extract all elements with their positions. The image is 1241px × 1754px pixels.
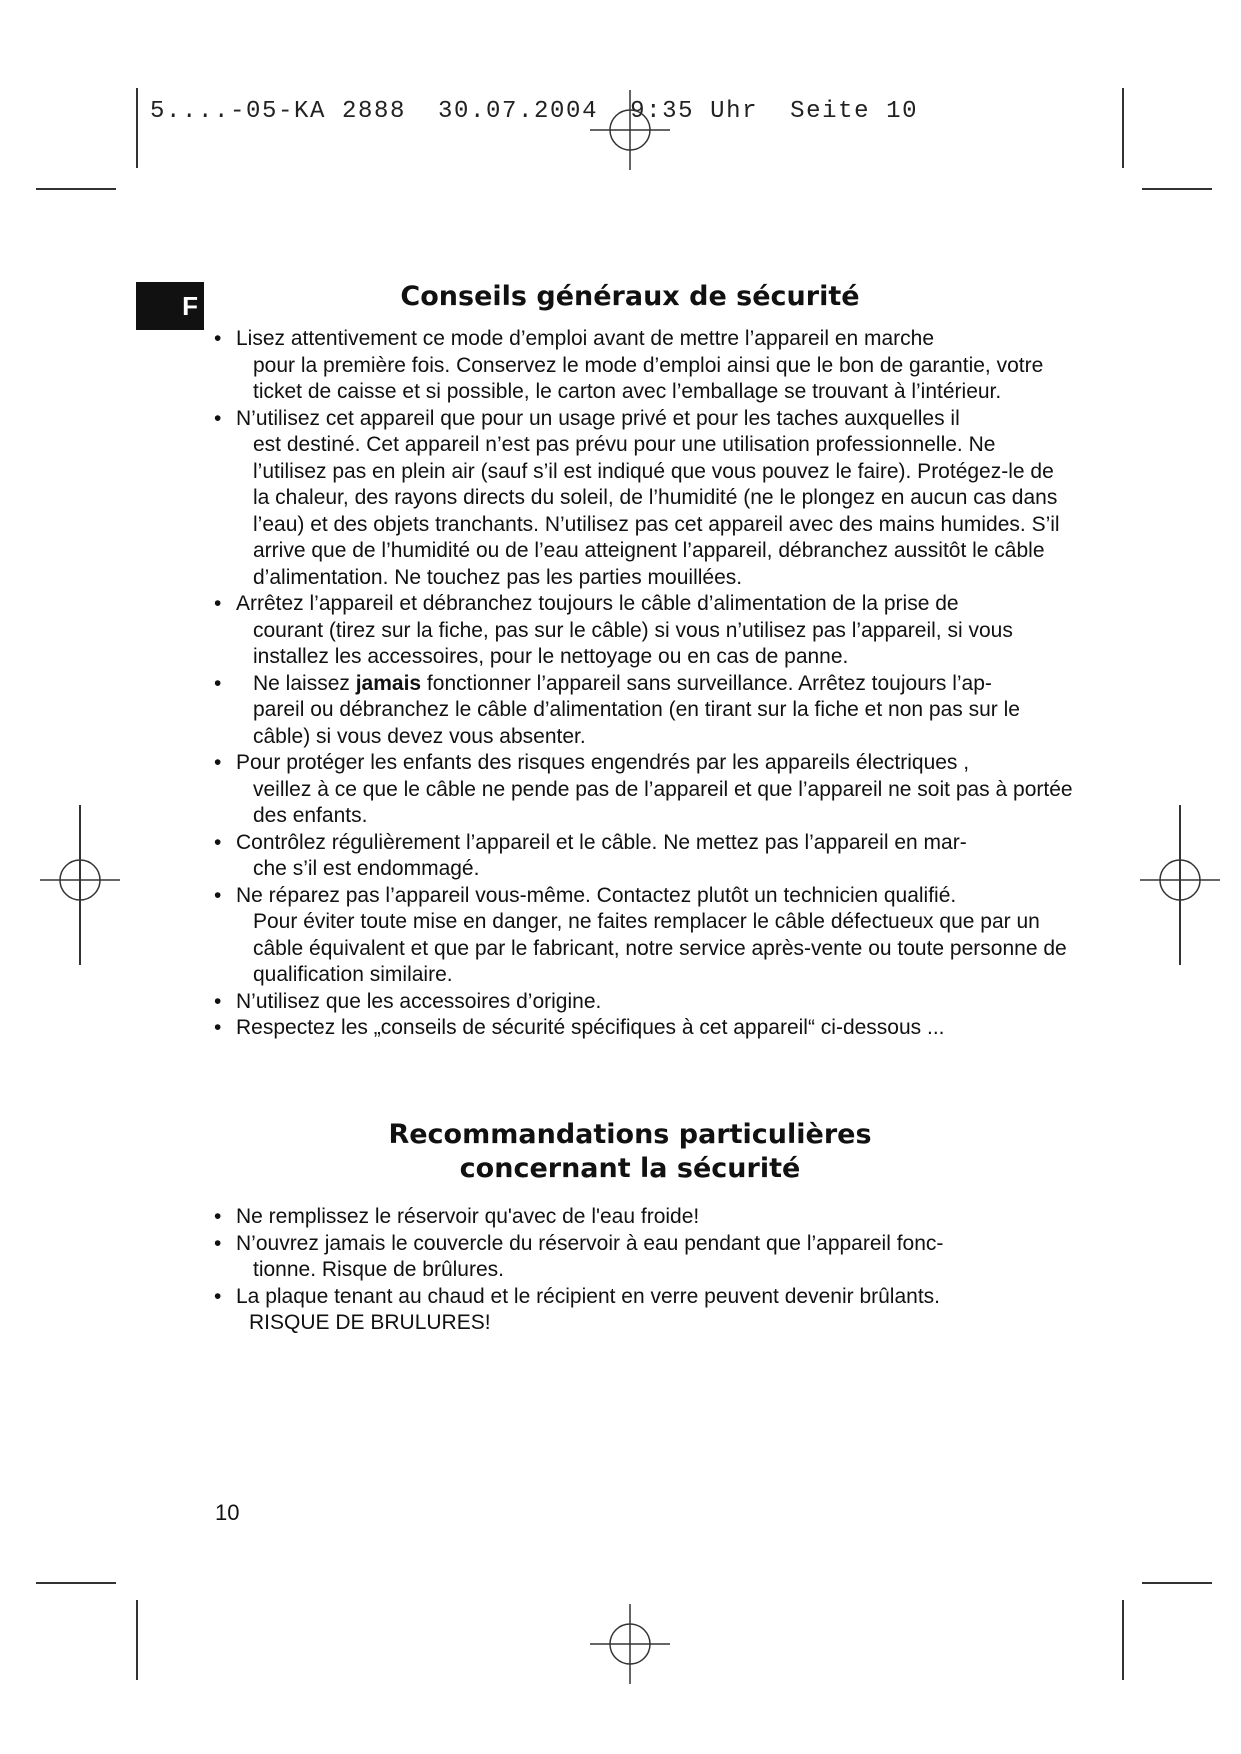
crop-mark-top-left-horizontal [36,188,116,190]
registration-mark-bottom-icon [590,1604,670,1684]
list-item-text: pour la première fois. Conservez le mode d’emploi ainsi que le bon de garantie, votre ticket de caisse et si possible, le carton avec l’emballage se trouvant à l’intérieur. [253,353,1044,403]
crop-mark-top-right-vertical [1122,88,1124,168]
list-item-text: Pour éviter toute mise en danger, ne faites remplacer le câble défectueux que par un câble équivalent et que par le fabricant, notre service après-vente ou toute personne de qualification similaire. [253,910,1067,986]
bullet-icon: • [214,830,222,854]
list-item [214,1231,1074,1284]
list-item-first-line: Pour protéger les enfants des risques engendrés par les appareils électriques , [236,751,970,774]
list-item [214,750,1074,830]
section-title-specific-safety [200,1118,1060,1186]
list-item-first-line: La plaque tenant au chaud et le récipient en verre peuvent devenir brûlants. [236,1284,940,1308]
registration-mark-top-icon [590,90,670,170]
bullet-icon: • [214,671,222,695]
section-title-general-safety [200,280,1060,314]
section-title-line1: Recommandations particulières [388,1119,872,1150]
list-item-text: che s’il est endommagé. [253,857,480,880]
list-item [214,830,1074,883]
list-item-first-line: Ne remplissez le réservoir qu'avec de l'eau froide! [236,1205,700,1228]
bullet-icon: • [214,1231,222,1255]
crop-mark-bottom-right-vertical [1122,1600,1124,1680]
list-item [214,406,1074,592]
page-number: 10 [215,1500,240,1525]
list-item-text-after: fonctionner l’appareil sans surveillance. Arrêtez toujours l’ap- [421,671,992,695]
bullet-icon: • [214,989,222,1013]
general-safety-list [214,326,1074,1042]
list-item-first-line: Arrêtez l’appareil et débranchez toujours le câble d’alimentation de la prise de [236,592,959,615]
list-item-first-line: N’ouvrez jamais le couvercle du réservoir à eau pendant que l’appareil fonc- [236,1231,944,1255]
list-item-text-before: Ne laissez [253,671,356,695]
bullet-icon: • [214,751,222,774]
list-item [214,1284,1074,1337]
list-item [214,1204,1074,1231]
list-item-text: tionne. Risque de brûlures. [253,1258,504,1281]
list-item-first-line: N’utilisez que les accessoires d’origine. [236,989,602,1013]
list-item [214,591,1074,671]
emphasis-text: jamais [355,671,422,695]
list-item-text: est destiné. Cet appareil n’est pas prévu pour une utilisation professionnelle. Ne l’utilisez pas en plein air (sauf s’il est indiqué que vous pouvez le faire). Protégez-le de la chaleur, des rayons directs du soleil, de l’humidité (ne le plongez en aucun cas dans l’eau) et des objets tranchants. N’utilisez pas cet appareil avec des mains humides. S’il arrive que de l’humidité ou de l’eau atteignent l’appareil, débranchez aussitôt le câble d’alimentation. Ne touchez pas les parties mouillées. [253,433,1060,589]
bullet-icon: • [214,406,222,430]
list-item-text: RISQUE DE BRULURES! [249,1311,491,1334]
list-item [214,1015,1074,1042]
list-item-text: courant (tirez sur la fiche, pas sur le câble) si vous n’utilisez pas l’appareil, si vous installez les accessoires, pour le nettoyage ou en cas de panne. [253,618,1013,668]
list-item [214,989,1074,1016]
registration-mark-left-vertical [79,805,81,965]
bullet-icon: • [214,327,222,350]
specific-safety-list [214,1204,1074,1337]
list-item-first-line: Contrôlez régulièrement l’appareil et le câble. Ne mettez pas l’appareil en mar- [236,830,967,854]
list-item-text: pareil ou débranchez le câble d’alimentation (en tirant sur la fiche et non pas sur le câble) si vous devez vous absenter. [253,698,1020,748]
registration-mark-right-vertical [1179,805,1181,965]
bullet-icon: • [214,1016,222,1039]
list-item-first-line [253,671,1074,698]
crop-mark-top-left-vertical [136,88,138,168]
list-item-text: veillez à ce que le câble ne pende pas de l’appareil et que l’appareil ne soit pas à portée des enfants. [253,777,1073,827]
bullet-icon: • [214,592,222,615]
list-item-first-line: Ne réparez pas l’appareil vous-même. Contactez plutôt un technicien qualifié. [236,883,957,907]
crop-mark-top-right-horizontal [1142,188,1212,190]
bullet-icon: • [214,1284,222,1308]
list-item-first-line: Respectez les „conseils de sécurité spécifiques à cet appareil“ ci-dessous ... [236,1016,945,1039]
list-item-first-line: Lisez attentivement ce mode d’emploi avant de mettre l’appareil en marche [236,327,935,350]
crop-mark-bottom-left-vertical [136,1600,138,1680]
crop-mark-bottom-left-horizontal [36,1582,116,1584]
list-item [214,883,1074,989]
crop-mark-bottom-right-horizontal [1142,1582,1212,1584]
print-job-header: 5....-05-KA 2888 30.07.2004 9:35 Uhr Seite 10 [150,98,919,125]
list-item [214,326,1074,406]
section-title-line2: concernant la sécurité [459,1153,801,1184]
list-item-first-line: N’utilisez cet appareil que pour un usage privé et pour les taches auxquelles il [236,406,960,430]
bullet-icon: • [214,883,222,907]
section-title-text: Conseils généraux de sécurité [400,281,860,312]
language-tab: F [136,282,204,330]
list-item [214,671,1074,751]
bullet-icon: • [214,1205,222,1228]
